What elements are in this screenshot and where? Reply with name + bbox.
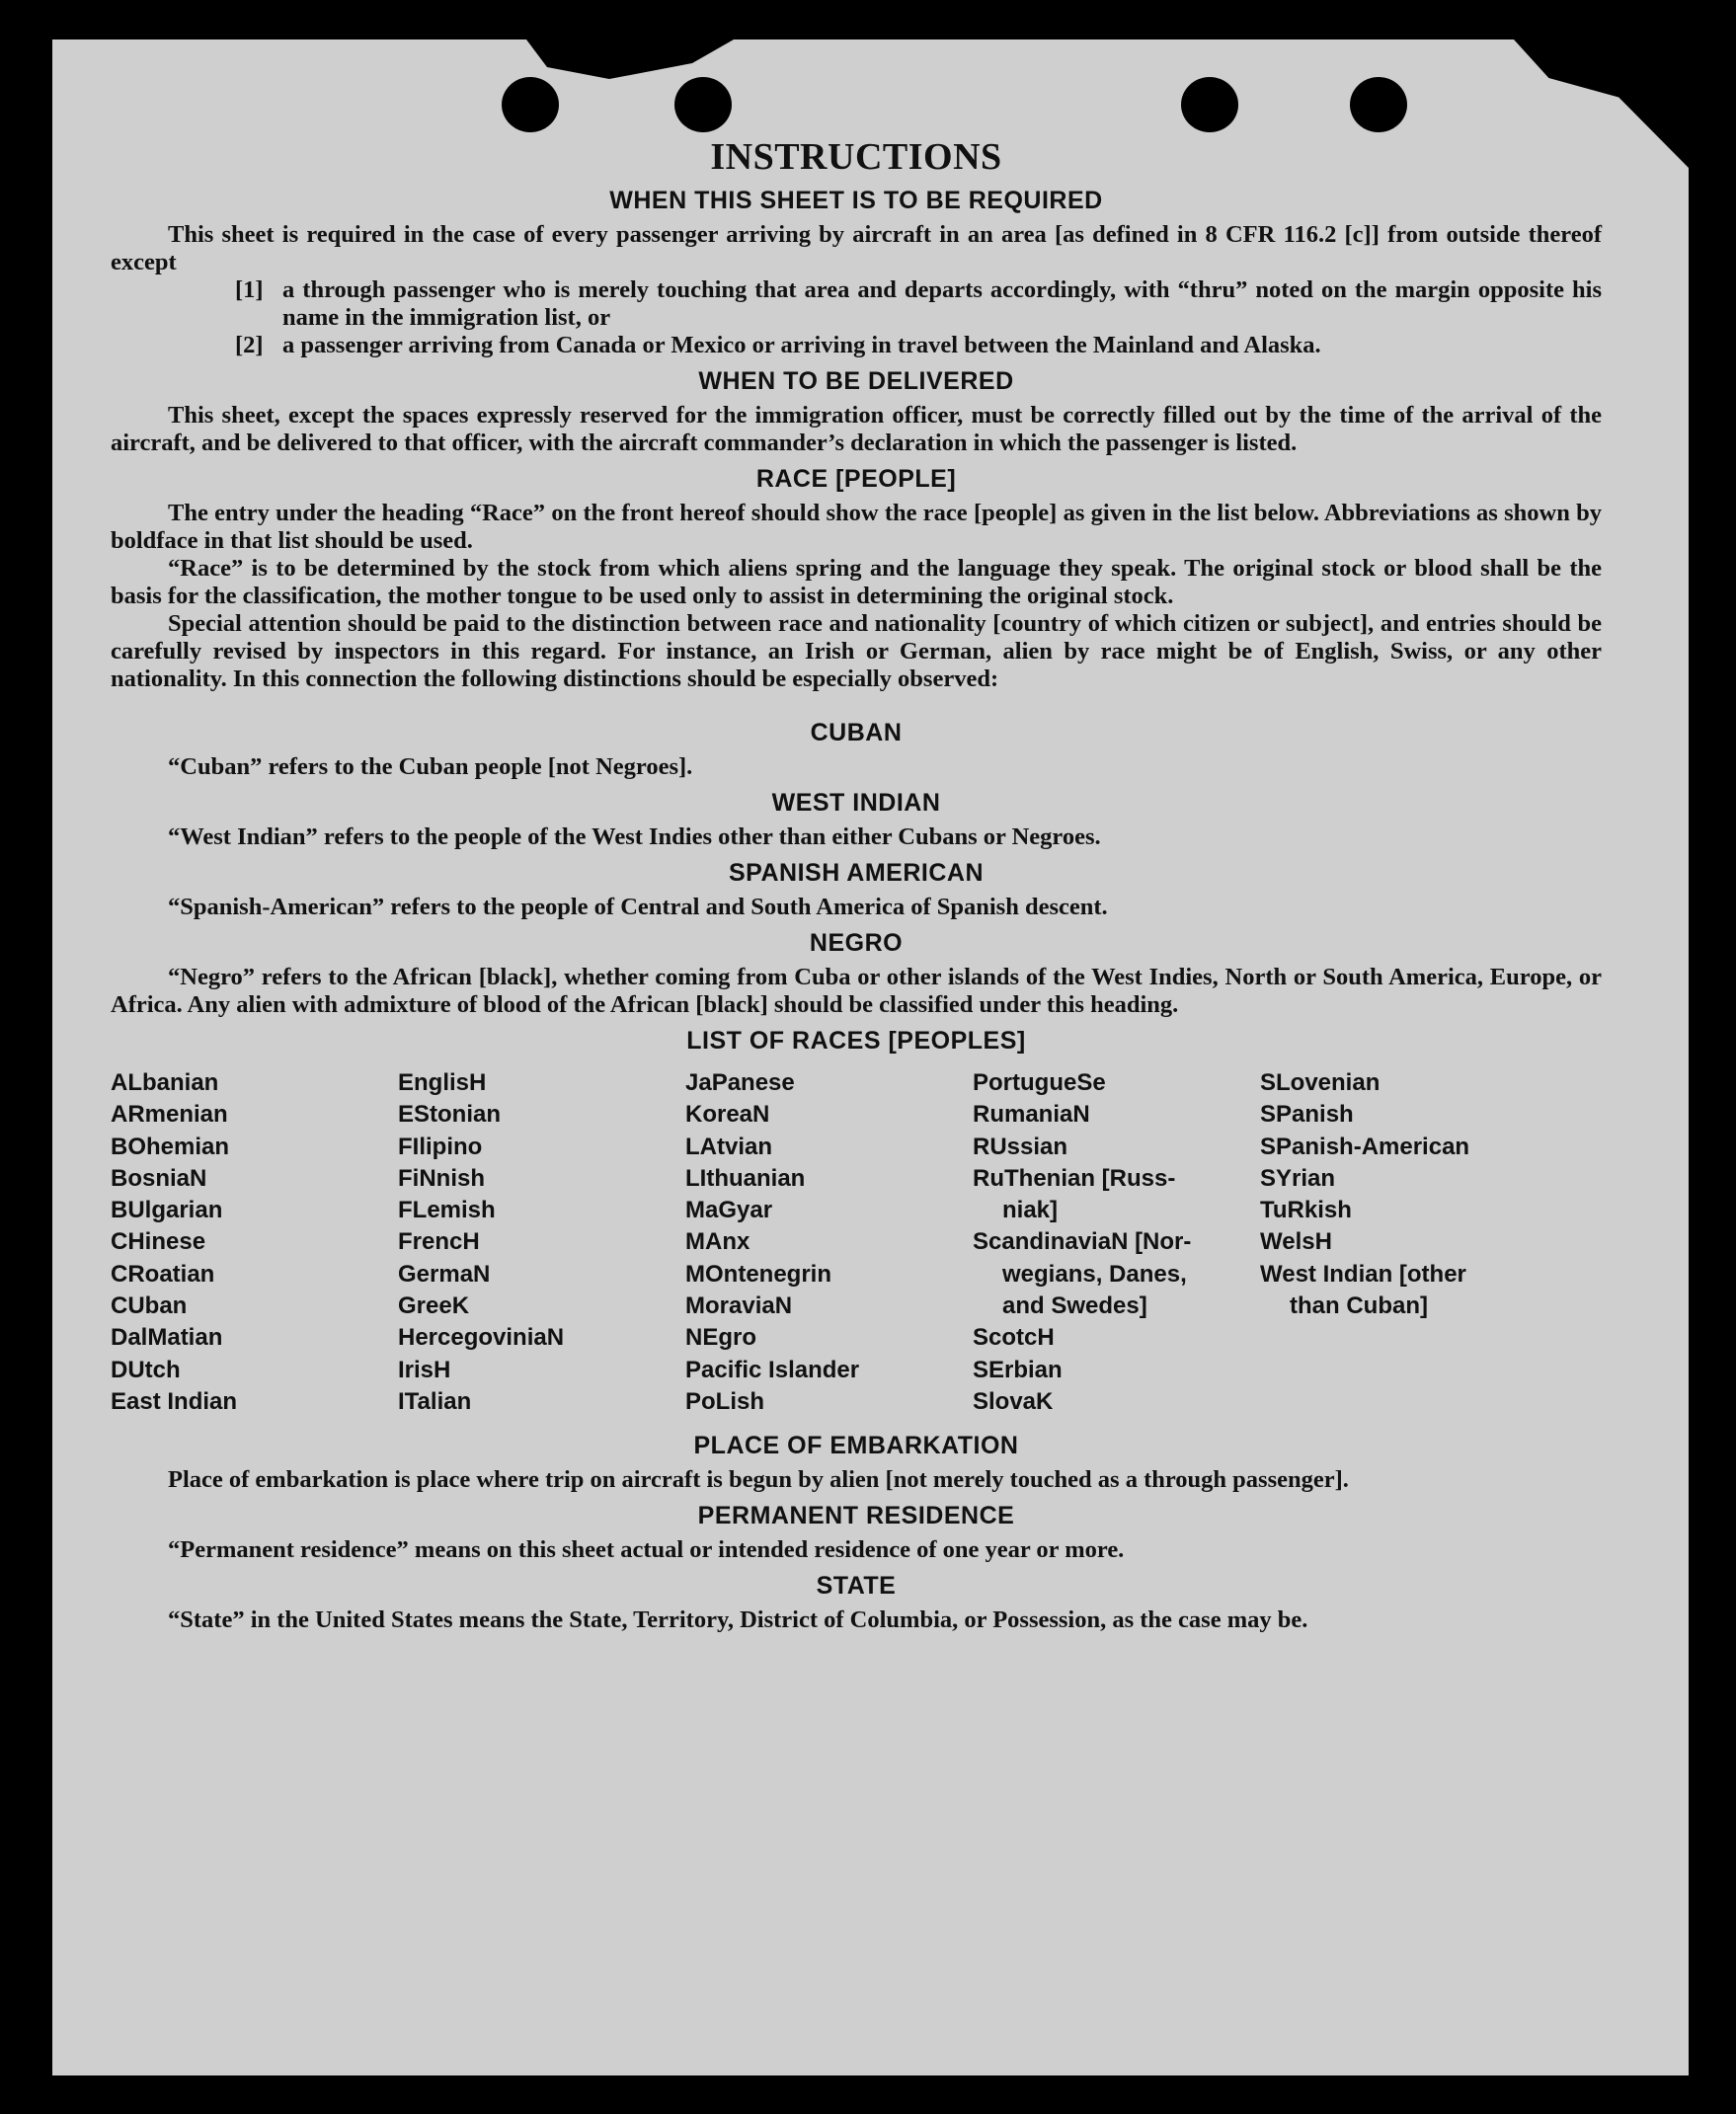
race-entry: than Cuban] bbox=[1290, 1292, 1428, 1320]
race-entry: FiNnish bbox=[398, 1164, 485, 1192]
item-text: a passenger arriving from Canada or Mexico or arriving in travel between the Mainland and Alaska. bbox=[282, 332, 1321, 358]
instructions-content bbox=[111, 94, 1602, 1634]
race-entry: BUlgarian bbox=[111, 1197, 223, 1224]
heading-west-indian: WEST INDIAN bbox=[771, 789, 941, 817]
race-entry: CRoatian bbox=[111, 1260, 215, 1288]
races-list bbox=[111, 1067, 1602, 1418]
race-entry: West Indian [other bbox=[1260, 1260, 1466, 1288]
race-entry: SErbian bbox=[973, 1356, 1063, 1383]
heading-when-delivered: WHEN TO BE DELIVERED bbox=[698, 367, 1014, 395]
race-entry: FrencH bbox=[398, 1228, 480, 1256]
race-entry: DUtch bbox=[111, 1356, 181, 1383]
item-number: [2] bbox=[235, 332, 264, 358]
state-text: “State” in the United States means the State, Territory, District of Columbia, or Possession, as the case may be. bbox=[168, 1606, 1308, 1634]
race-entry: PortugueSe bbox=[973, 1069, 1106, 1096]
race-entry: WelsH bbox=[1260, 1228, 1332, 1256]
race-entry: FIlipino bbox=[398, 1133, 483, 1160]
race-paragraph-3: Special attention should be paid to the distinction between race and nationality [country of which citizen or subject], and entries should be carefully revised by inspectors in this regard. For instance, an Irish or German, alien by race might be of English, Swiss, or any other nationality. In this connection the following distinctions should be especially observed: bbox=[111, 610, 1602, 692]
heading-list-of-races: LIST OF RACES [PEOPLES] bbox=[686, 1027, 1026, 1055]
race-entry: SlovaK bbox=[973, 1387, 1054, 1415]
race-entry: EnglisH bbox=[398, 1069, 487, 1096]
race-entry: ITalian bbox=[398, 1387, 472, 1415]
item-number: [1] bbox=[235, 276, 264, 303]
race-entry: GermaN bbox=[398, 1260, 491, 1288]
heading-spanish-american: SPANISH AMERICAN bbox=[728, 859, 984, 887]
embarkation-text: Place of embarkation is place where trip on aircraft is begun by alien [not merely touched as a through passenger]. bbox=[168, 1466, 1349, 1494]
exception-item-2 bbox=[235, 332, 1602, 359]
race-entry: RuThenian [Russ- bbox=[973, 1164, 1176, 1192]
race-entry: and Swedes] bbox=[1002, 1292, 1147, 1320]
race-entry: SLovenian bbox=[1260, 1069, 1381, 1096]
race-entry: SPanish-American bbox=[1260, 1133, 1470, 1160]
heading-cuban: CUBAN bbox=[810, 719, 903, 746]
race-entry: SYrian bbox=[1260, 1164, 1336, 1192]
race-entry: MAnx bbox=[685, 1228, 750, 1256]
negro-text: “Negro” refers to the African [black], whether coming from Cuba or other islands of the West Indies, North or South America, Europe, or Africa. Any alien with admixture of blood of the African [black] should be classified under this heading. bbox=[111, 964, 1602, 1018]
item-text: a through passenger who is merely touching that area and departs accordingly, with “thru” noted on the margin opposite his name in the immigration list, or bbox=[282, 276, 1602, 331]
race-entry: ScandinaviaN [Nor- bbox=[973, 1228, 1192, 1256]
races-column-2 bbox=[398, 1067, 685, 1418]
races-column-4 bbox=[973, 1067, 1260, 1418]
race-entry: KoreaN bbox=[685, 1101, 770, 1129]
torn-edge bbox=[526, 39, 734, 79]
heading-embarkation: PLACE OF EMBARKATION bbox=[693, 1432, 1019, 1460]
race-entry: GreeK bbox=[398, 1292, 470, 1320]
west-indian-text: “West Indian” refers to the people of the West Indies other than either Cubans or Negroes. bbox=[168, 823, 1101, 850]
race-entry: EStonian bbox=[398, 1101, 502, 1129]
heading-negro: NEGRO bbox=[809, 929, 904, 957]
race-entry: CUban bbox=[111, 1292, 188, 1320]
cuban-text: “Cuban” refers to the Cuban people [not Negroes]. bbox=[168, 753, 693, 780]
race-entry: CHinese bbox=[111, 1228, 206, 1256]
race-entry: PoLish bbox=[685, 1387, 765, 1415]
race-entry: East Indian bbox=[111, 1387, 238, 1415]
race-entry: JaPanese bbox=[685, 1069, 795, 1096]
race-entry: SPanish bbox=[1260, 1101, 1354, 1129]
required-intro: This sheet is required in the case of every passenger arriving by aircraft in an area [as defined in 8 CFR 116.2 [c]] from outside thereof except bbox=[111, 221, 1602, 275]
races-column-3 bbox=[685, 1067, 973, 1418]
race-entry: niak] bbox=[1002, 1197, 1059, 1224]
race-entry: TuRkish bbox=[1260, 1197, 1352, 1224]
delivered-text: This sheet, except the spaces expressly reserved for the immigration officer, must be correctly filled out by the time of the arrival of the aircraft, and be delivered to that officer, with the aircraft commander’s declaration in which the passenger is listed. bbox=[111, 402, 1602, 456]
residence-text: “Permanent residence” means on this sheet actual or intended residence of one year or more. bbox=[168, 1536, 1125, 1564]
exception-item-1 bbox=[235, 276, 1602, 332]
race-entry: MOntenegrin bbox=[685, 1260, 831, 1288]
race-entry: wegians, Danes, bbox=[1002, 1260, 1187, 1288]
race-entry: RUssian bbox=[973, 1133, 1068, 1160]
race-entry: HercegoviniaN bbox=[398, 1324, 565, 1352]
races-column-1 bbox=[111, 1067, 398, 1418]
race-entry: BosniaN bbox=[111, 1164, 207, 1192]
race-entry: NEgro bbox=[685, 1324, 756, 1352]
spanish-american-text: “Spanish-American” refers to the people of Central and South America of Spanish descent. bbox=[168, 894, 1108, 920]
page-title: INSTRUCTIONS bbox=[710, 136, 1002, 178]
race-entry: LIthuanian bbox=[685, 1164, 806, 1192]
race-entry: Pacific Islander bbox=[685, 1356, 860, 1383]
race-entry: FLemish bbox=[398, 1197, 496, 1224]
race-entry: IrisH bbox=[398, 1356, 451, 1383]
race-entry: MaGyar bbox=[685, 1197, 773, 1224]
heading-race: RACE [PEOPLE] bbox=[755, 465, 957, 493]
race-entry: ARmenian bbox=[111, 1101, 228, 1129]
heading-permanent-residence: PERMANENT RESIDENCE bbox=[697, 1502, 1015, 1530]
heading-when-required: WHEN THIS SHEET IS TO BE REQUIRED bbox=[609, 187, 1103, 214]
race-entry: BOhemian bbox=[111, 1133, 230, 1160]
heading-state: STATE bbox=[816, 1572, 897, 1601]
race-entry: ScotcH bbox=[973, 1324, 1055, 1352]
race-paragraph-1: The entry under the heading “Race” on the front hereof should show the race [people] as given in the list below. Abbreviations as shown by boldface in that list should be used. bbox=[111, 500, 1602, 554]
race-paragraph-2: “Race” is to be determined by the stock from which aliens spring and the language they speak. The original stock or blood shall be the basis for the classification, the mother tongue to be used only to assist in determining the original stock. bbox=[111, 555, 1602, 609]
race-entry: ALbanian bbox=[111, 1069, 219, 1096]
race-entry: LAtvian bbox=[685, 1133, 773, 1160]
races-column-5 bbox=[1260, 1067, 1547, 1418]
race-entry: DalMatian bbox=[111, 1324, 223, 1352]
race-entry: MoraviaN bbox=[685, 1292, 793, 1320]
race-entry: RumaniaN bbox=[973, 1101, 1090, 1129]
